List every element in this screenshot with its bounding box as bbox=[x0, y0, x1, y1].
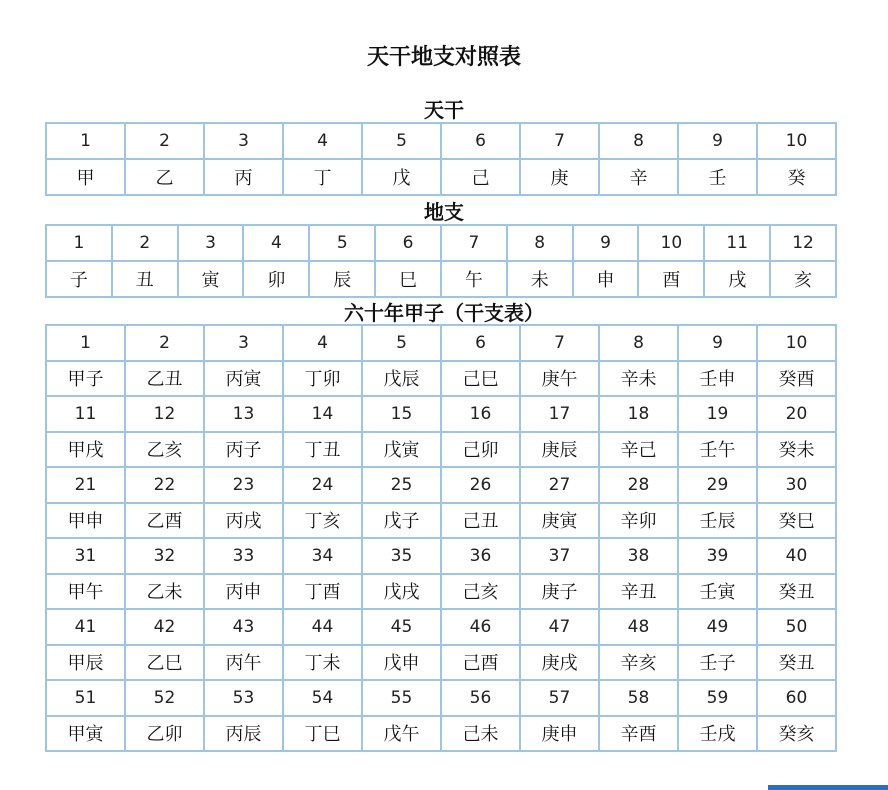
tiangan-char-cell: 戊 bbox=[362, 159, 441, 195]
jiazi-name-cell: 戊辰 bbox=[362, 361, 441, 397]
tiangan-number-cell: 2 bbox=[125, 123, 204, 159]
dizhi-char-cell: 丑 bbox=[112, 261, 178, 297]
jiazi-number-cell: 23 bbox=[204, 467, 283, 503]
jiazi-number-cell: 48 bbox=[599, 609, 678, 645]
jiazi-number-cell: 40 bbox=[757, 538, 836, 574]
tiangan-number-cell: 9 bbox=[678, 123, 757, 159]
jiazi-number-cell: 4 bbox=[283, 325, 362, 361]
jiazi-name-row bbox=[46, 716, 836, 752]
jiazi-number-cell: 28 bbox=[599, 467, 678, 503]
tiangan-number-cell: 1 bbox=[46, 123, 125, 159]
jiazi-name-cell: 丁未 bbox=[283, 645, 362, 681]
tiangan-heading: 天干 bbox=[424, 98, 464, 122]
jiazi-name-cell: 甲子 bbox=[46, 361, 125, 397]
dizhi-heading: 地支 bbox=[424, 200, 464, 224]
dizhi-char-cell: 申 bbox=[573, 261, 639, 297]
dizhi-char-cell: 寅 bbox=[178, 261, 244, 297]
jiazi-name-row bbox=[46, 361, 836, 397]
jiazi-number-cell: 39 bbox=[678, 538, 757, 574]
dizhi-number-cell: 10 bbox=[638, 225, 704, 261]
dizhi-char-cell: 巳 bbox=[375, 261, 441, 297]
tiangan-number-cell: 6 bbox=[441, 123, 520, 159]
jiazi-number-cell: 22 bbox=[125, 467, 204, 503]
jiazi-name-cell: 壬戌 bbox=[678, 716, 757, 752]
jiazi-name-cell: 癸未 bbox=[757, 432, 836, 468]
jiazi-name-cell: 壬子 bbox=[678, 645, 757, 681]
jiazi-name-cell: 乙卯 bbox=[125, 716, 204, 752]
jiazi-name-cell: 丙辰 bbox=[204, 716, 283, 752]
jiazi-name-cell: 乙巳 bbox=[125, 645, 204, 681]
jiazi-name-cell: 辛卯 bbox=[599, 503, 678, 539]
jiazi-number-cell: 10 bbox=[757, 325, 836, 361]
jiazi-number-cell: 32 bbox=[125, 538, 204, 574]
dizhi-number-cell: 7 bbox=[441, 225, 507, 261]
jiazi-number-cell: 27 bbox=[520, 467, 599, 503]
jiazi-name-cell: 庚子 bbox=[520, 574, 599, 610]
jiazi-number-cell: 35 bbox=[362, 538, 441, 574]
jiazi-number-cell: 5 bbox=[362, 325, 441, 361]
jiazi-name-cell: 辛酉 bbox=[599, 716, 678, 752]
jiazi-number-cell: 60 bbox=[757, 680, 836, 716]
jiazi-name-cell: 戊子 bbox=[362, 503, 441, 539]
jiazi-name-cell: 癸酉 bbox=[757, 361, 836, 397]
jiazi-number-cell: 24 bbox=[283, 467, 362, 503]
jiazi-name-cell: 癸亥 bbox=[757, 716, 836, 752]
dizhi-number-cell: 12 bbox=[770, 225, 836, 261]
jiazi-number-cell: 14 bbox=[283, 396, 362, 432]
jiazi-name-cell: 戊申 bbox=[362, 645, 441, 681]
tiangan-table bbox=[45, 122, 837, 196]
jiazi-name-cell: 癸丑 bbox=[757, 574, 836, 610]
tiangan-char-cell: 辛 bbox=[599, 159, 678, 195]
jiazi-number-cell: 51 bbox=[46, 680, 125, 716]
jiazi-name-cell: 戊戌 bbox=[362, 574, 441, 610]
jiazi-number-cell: 59 bbox=[678, 680, 757, 716]
jiazi-name-cell: 丁巳 bbox=[283, 716, 362, 752]
jiazi-name-cell: 丙午 bbox=[204, 645, 283, 681]
jiazi-name-cell: 己酉 bbox=[441, 645, 520, 681]
jiazi-name-cell: 丙申 bbox=[204, 574, 283, 610]
jiazi-name-cell: 乙丑 bbox=[125, 361, 204, 397]
jiazi-name-cell: 己卯 bbox=[441, 432, 520, 468]
dizhi-number-cell: 1 bbox=[46, 225, 112, 261]
tiangan-char-row bbox=[46, 159, 836, 195]
dizhi-number-cell: 4 bbox=[243, 225, 309, 261]
jiazi-number-cell: 56 bbox=[441, 680, 520, 716]
jiazi-name-cell: 甲辰 bbox=[46, 645, 125, 681]
jiazi-name-cell: 戊午 bbox=[362, 716, 441, 752]
jiazi-number-cell: 11 bbox=[46, 396, 125, 432]
dizhi-char-cell: 未 bbox=[507, 261, 573, 297]
jiazi-name-cell: 丁卯 bbox=[283, 361, 362, 397]
tiangan-char-cell: 己 bbox=[441, 159, 520, 195]
jiazi-number-cell: 55 bbox=[362, 680, 441, 716]
jiazi-number-cell: 21 bbox=[46, 467, 125, 503]
jiazi-table bbox=[45, 324, 837, 752]
tiangan-number-cell: 5 bbox=[362, 123, 441, 159]
dizhi-char-cell: 戌 bbox=[704, 261, 770, 297]
jiazi-name-row bbox=[46, 432, 836, 468]
jiazi-number-cell: 7 bbox=[520, 325, 599, 361]
jiazi-number-cell: 54 bbox=[283, 680, 362, 716]
jiazi-number-cell: 30 bbox=[757, 467, 836, 503]
jiazi-number-cell: 18 bbox=[599, 396, 678, 432]
jiazi-table-body bbox=[46, 325, 836, 751]
jiazi-name-cell: 辛未 bbox=[599, 361, 678, 397]
jiazi-name-row bbox=[46, 574, 836, 610]
jiazi-number-cell: 37 bbox=[520, 538, 599, 574]
dizhi-char-cell: 子 bbox=[46, 261, 112, 297]
jiazi-name-cell: 乙未 bbox=[125, 574, 204, 610]
jiazi-number-row bbox=[46, 609, 836, 645]
jiazi-number-cell: 41 bbox=[46, 609, 125, 645]
jiazi-number-cell: 47 bbox=[520, 609, 599, 645]
dizhi-number-cell: 8 bbox=[507, 225, 573, 261]
dizhi-number-cell: 9 bbox=[573, 225, 639, 261]
jiazi-name-cell: 乙酉 bbox=[125, 503, 204, 539]
tiangan-number-cell: 7 bbox=[520, 123, 599, 159]
jiazi-number-cell: 43 bbox=[204, 609, 283, 645]
jiazi-number-cell: 20 bbox=[757, 396, 836, 432]
jiazi-number-cell: 3 bbox=[204, 325, 283, 361]
jiazi-number-cell: 33 bbox=[204, 538, 283, 574]
dizhi-number-cell: 6 bbox=[375, 225, 441, 261]
jiazi-number-cell: 1 bbox=[46, 325, 125, 361]
dizhi-char-cell: 酉 bbox=[638, 261, 704, 297]
jiazi-number-row bbox=[46, 680, 836, 716]
jiazi-name-cell: 己未 bbox=[441, 716, 520, 752]
jiazi-heading: 六十年甲子（干支表） bbox=[344, 301, 544, 325]
jiazi-name-cell: 甲申 bbox=[46, 503, 125, 539]
jiazi-number-cell: 12 bbox=[125, 396, 204, 432]
tiangan-char-cell: 庚 bbox=[520, 159, 599, 195]
jiazi-number-cell: 2 bbox=[125, 325, 204, 361]
tiangan-char-cell: 丙 bbox=[204, 159, 283, 195]
tiangan-char-cell: 乙 bbox=[125, 159, 204, 195]
jiazi-number-cell: 9 bbox=[678, 325, 757, 361]
jiazi-number-cell: 42 bbox=[125, 609, 204, 645]
dizhi-number-cell: 5 bbox=[309, 225, 375, 261]
jiazi-number-cell: 19 bbox=[678, 396, 757, 432]
jiazi-number-cell: 8 bbox=[599, 325, 678, 361]
jiazi-name-cell: 己丑 bbox=[441, 503, 520, 539]
jiazi-number-cell: 6 bbox=[441, 325, 520, 361]
jiazi-name-cell: 壬辰 bbox=[678, 503, 757, 539]
jiazi-name-cell: 丙子 bbox=[204, 432, 283, 468]
tiangan-number-cell: 3 bbox=[204, 123, 283, 159]
tiangan-number-cell: 4 bbox=[283, 123, 362, 159]
tiangan-char-cell: 壬 bbox=[678, 159, 757, 195]
jiazi-number-cell: 44 bbox=[283, 609, 362, 645]
jiazi-name-row bbox=[46, 503, 836, 539]
jiazi-name-cell: 甲午 bbox=[46, 574, 125, 610]
jiazi-name-cell: 丙戌 bbox=[204, 503, 283, 539]
jiazi-name-cell: 庚辰 bbox=[520, 432, 599, 468]
jiazi-name-cell: 壬申 bbox=[678, 361, 757, 397]
dizhi-char-cell: 午 bbox=[441, 261, 507, 297]
dizhi-number-cell: 3 bbox=[178, 225, 244, 261]
jiazi-name-cell: 丁酉 bbox=[283, 574, 362, 610]
jiazi-number-row bbox=[46, 467, 836, 503]
jiazi-number-cell: 15 bbox=[362, 396, 441, 432]
dizhi-number-cell: 11 bbox=[704, 225, 770, 261]
jiazi-name-cell: 戊寅 bbox=[362, 432, 441, 468]
jiazi-name-cell: 庚寅 bbox=[520, 503, 599, 539]
jiazi-number-row bbox=[46, 538, 836, 574]
jiazi-number-row bbox=[46, 396, 836, 432]
jiazi-number-cell: 58 bbox=[599, 680, 678, 716]
jiazi-number-cell: 29 bbox=[678, 467, 757, 503]
jiazi-name-cell: 庚申 bbox=[520, 716, 599, 752]
jiazi-number-cell: 52 bbox=[125, 680, 204, 716]
dizhi-char-row bbox=[46, 261, 836, 297]
jiazi-number-cell: 38 bbox=[599, 538, 678, 574]
jiazi-number-cell: 34 bbox=[283, 538, 362, 574]
jiazi-number-cell: 13 bbox=[204, 396, 283, 432]
jiazi-name-cell: 丁亥 bbox=[283, 503, 362, 539]
dizhi-table bbox=[45, 224, 837, 298]
jiazi-name-cell: 甲寅 bbox=[46, 716, 125, 752]
jiazi-name-cell: 壬寅 bbox=[678, 574, 757, 610]
jiazi-name-cell: 庚戌 bbox=[520, 645, 599, 681]
jiazi-name-cell: 己亥 bbox=[441, 574, 520, 610]
jiazi-name-cell: 庚午 bbox=[520, 361, 599, 397]
jiazi-name-cell: 乙亥 bbox=[125, 432, 204, 468]
jiazi-name-cell: 癸巳 bbox=[757, 503, 836, 539]
jiazi-name-row bbox=[46, 645, 836, 681]
tiangan-char-cell: 丁 bbox=[283, 159, 362, 195]
jiazi-number-cell: 36 bbox=[441, 538, 520, 574]
dizhi-char-cell: 卯 bbox=[243, 261, 309, 297]
tiangan-char-cell: 癸 bbox=[757, 159, 836, 195]
dizhi-number-cell: 2 bbox=[112, 225, 178, 261]
jiazi-number-cell: 45 bbox=[362, 609, 441, 645]
jiazi-number-cell: 17 bbox=[520, 396, 599, 432]
tiangan-number-cell: 10 bbox=[757, 123, 836, 159]
page-title: 天干地支对照表 bbox=[366, 45, 521, 70]
jiazi-number-cell: 57 bbox=[520, 680, 599, 716]
tiangan-number-row bbox=[46, 123, 836, 159]
jiazi-number-row bbox=[46, 325, 836, 361]
dizhi-char-cell: 亥 bbox=[770, 261, 836, 297]
jiazi-number-cell: 50 bbox=[757, 609, 836, 645]
jiazi-number-cell: 46 bbox=[441, 609, 520, 645]
jiazi-name-cell: 癸丑 bbox=[757, 645, 836, 681]
jiazi-number-cell: 16 bbox=[441, 396, 520, 432]
dizhi-char-cell: 辰 bbox=[309, 261, 375, 297]
jiazi-number-cell: 26 bbox=[441, 467, 520, 503]
jiazi-number-cell: 49 bbox=[678, 609, 757, 645]
jiazi-name-cell: 辛丑 bbox=[599, 574, 678, 610]
jiazi-name-cell: 甲戌 bbox=[46, 432, 125, 468]
jiazi-number-cell: 25 bbox=[362, 467, 441, 503]
jiazi-name-cell: 丁丑 bbox=[283, 432, 362, 468]
jiazi-name-cell: 壬午 bbox=[678, 432, 757, 468]
bottom-accent-bar bbox=[768, 785, 888, 790]
jiazi-number-cell: 31 bbox=[46, 538, 125, 574]
jiazi-name-cell: 己巳 bbox=[441, 361, 520, 397]
jiazi-name-cell: 丙寅 bbox=[204, 361, 283, 397]
tiangan-number-cell: 8 bbox=[599, 123, 678, 159]
jiazi-name-cell: 辛亥 bbox=[599, 645, 678, 681]
tiangan-char-cell: 甲 bbox=[46, 159, 125, 195]
jiazi-name-cell: 辛己 bbox=[599, 432, 678, 468]
jiazi-number-cell: 53 bbox=[204, 680, 283, 716]
dizhi-number-row bbox=[46, 225, 836, 261]
